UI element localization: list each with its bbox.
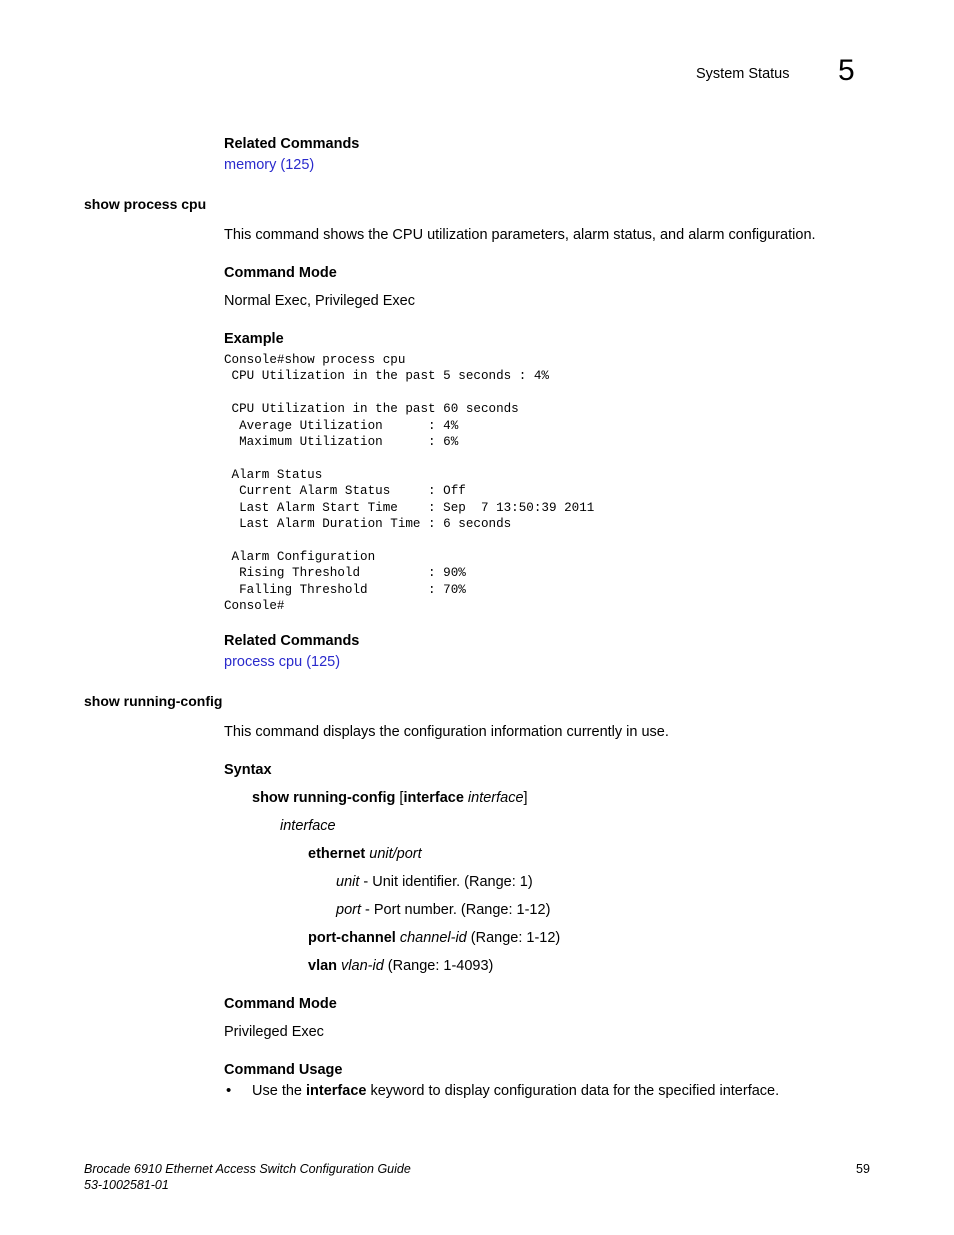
command-description: This command shows the CPU utilization parameters, alarm status, and alarm configuration.: [224, 227, 816, 243]
command-mode-heading: Command Mode: [224, 996, 337, 1012]
syntax-bracket-open: [: [395, 790, 404, 806]
vlan-param: vlan-id: [341, 958, 384, 974]
command-title-show-process-cpu: show process cpu: [84, 196, 207, 212]
ethernet-keyword: ethernet: [308, 846, 366, 862]
example-code-block: Console#show process cpu CPU Utilization in the past 5 seconds : 4% CPU Utilization in the past 60 seconds Average Utilization : 4% Maximum Utilization : 6% Alarm Status Current Alarm Status : Off Last Alarm Start Time : Sep 7 13:50:39 2011 Last Alarm Duration Time : 6 seconds Alarm Configuration Rising Threshold : 90% Falling Threshold : 70% Console#: [224, 353, 595, 614]
memory-link[interactable]: memory (125): [224, 157, 315, 173]
usage-keyword: interface: [306, 1083, 367, 1099]
footer-title: Brocade 6910 Ethernet Access Switch Configuration Guide: [84, 1162, 411, 1176]
syntax-heading: Syntax: [224, 762, 272, 778]
syntax-command: show running-config: [252, 790, 396, 806]
param-unit: [336, 874, 533, 890]
related-commands-heading: Related Commands: [224, 136, 360, 152]
command-title-show-running-config: show running-config: [84, 693, 223, 709]
param-ethernet: [308, 846, 422, 862]
bullet-icon: •: [226, 1082, 232, 1099]
usage-post: keyword to display configuration data for the specified interface.: [366, 1083, 780, 1099]
ethernet-param: unit/port: [369, 846, 422, 862]
vlan-desc: (Range: 1-4093): [383, 958, 494, 974]
usage-pre: Use the: [252, 1083, 306, 1099]
command-usage-heading: Command Usage: [224, 1062, 343, 1078]
page-number: 59: [856, 1162, 870, 1176]
port-desc: - Port number. (Range: 1-12): [361, 902, 551, 918]
port-channel-keyword: port-channel: [308, 930, 396, 946]
param-interface: interface: [280, 818, 336, 834]
syntax-bracket-close: ]: [523, 790, 528, 806]
syntax-keyword: interface: [403, 790, 464, 806]
process-cpu-link[interactable]: process cpu (125): [224, 654, 341, 670]
vlan-keyword: vlan: [308, 958, 338, 974]
chapter-number: 5: [838, 54, 855, 87]
unit-desc: - Unit identifier. (Range: 1): [359, 874, 533, 890]
usage-item: [252, 1083, 779, 1099]
syntax-param: interface: [467, 790, 524, 806]
param-port: [336, 902, 550, 918]
footer-doc-number: 53-1002581-01: [84, 1178, 169, 1192]
param-port-channel: [308, 930, 560, 946]
command-mode-heading: Command Mode: [224, 265, 337, 281]
port-channel-param: channel-id: [399, 930, 467, 946]
command-mode-value: Privileged Exec: [224, 1024, 324, 1040]
command-mode-value: Normal Exec, Privileged Exec: [224, 293, 415, 309]
command-description: This command displays the configuration information currently in use.: [224, 724, 669, 740]
running-header-section: System Status: [696, 66, 790, 82]
port-param: port: [336, 902, 361, 918]
syntax-line: [252, 790, 528, 806]
port-channel-desc: (Range: 1-12): [466, 930, 561, 946]
unit-param: unit: [336, 874, 360, 890]
related-commands-heading: Related Commands: [224, 633, 360, 649]
example-heading: Example: [224, 331, 284, 347]
param-vlan: [308, 958, 493, 974]
